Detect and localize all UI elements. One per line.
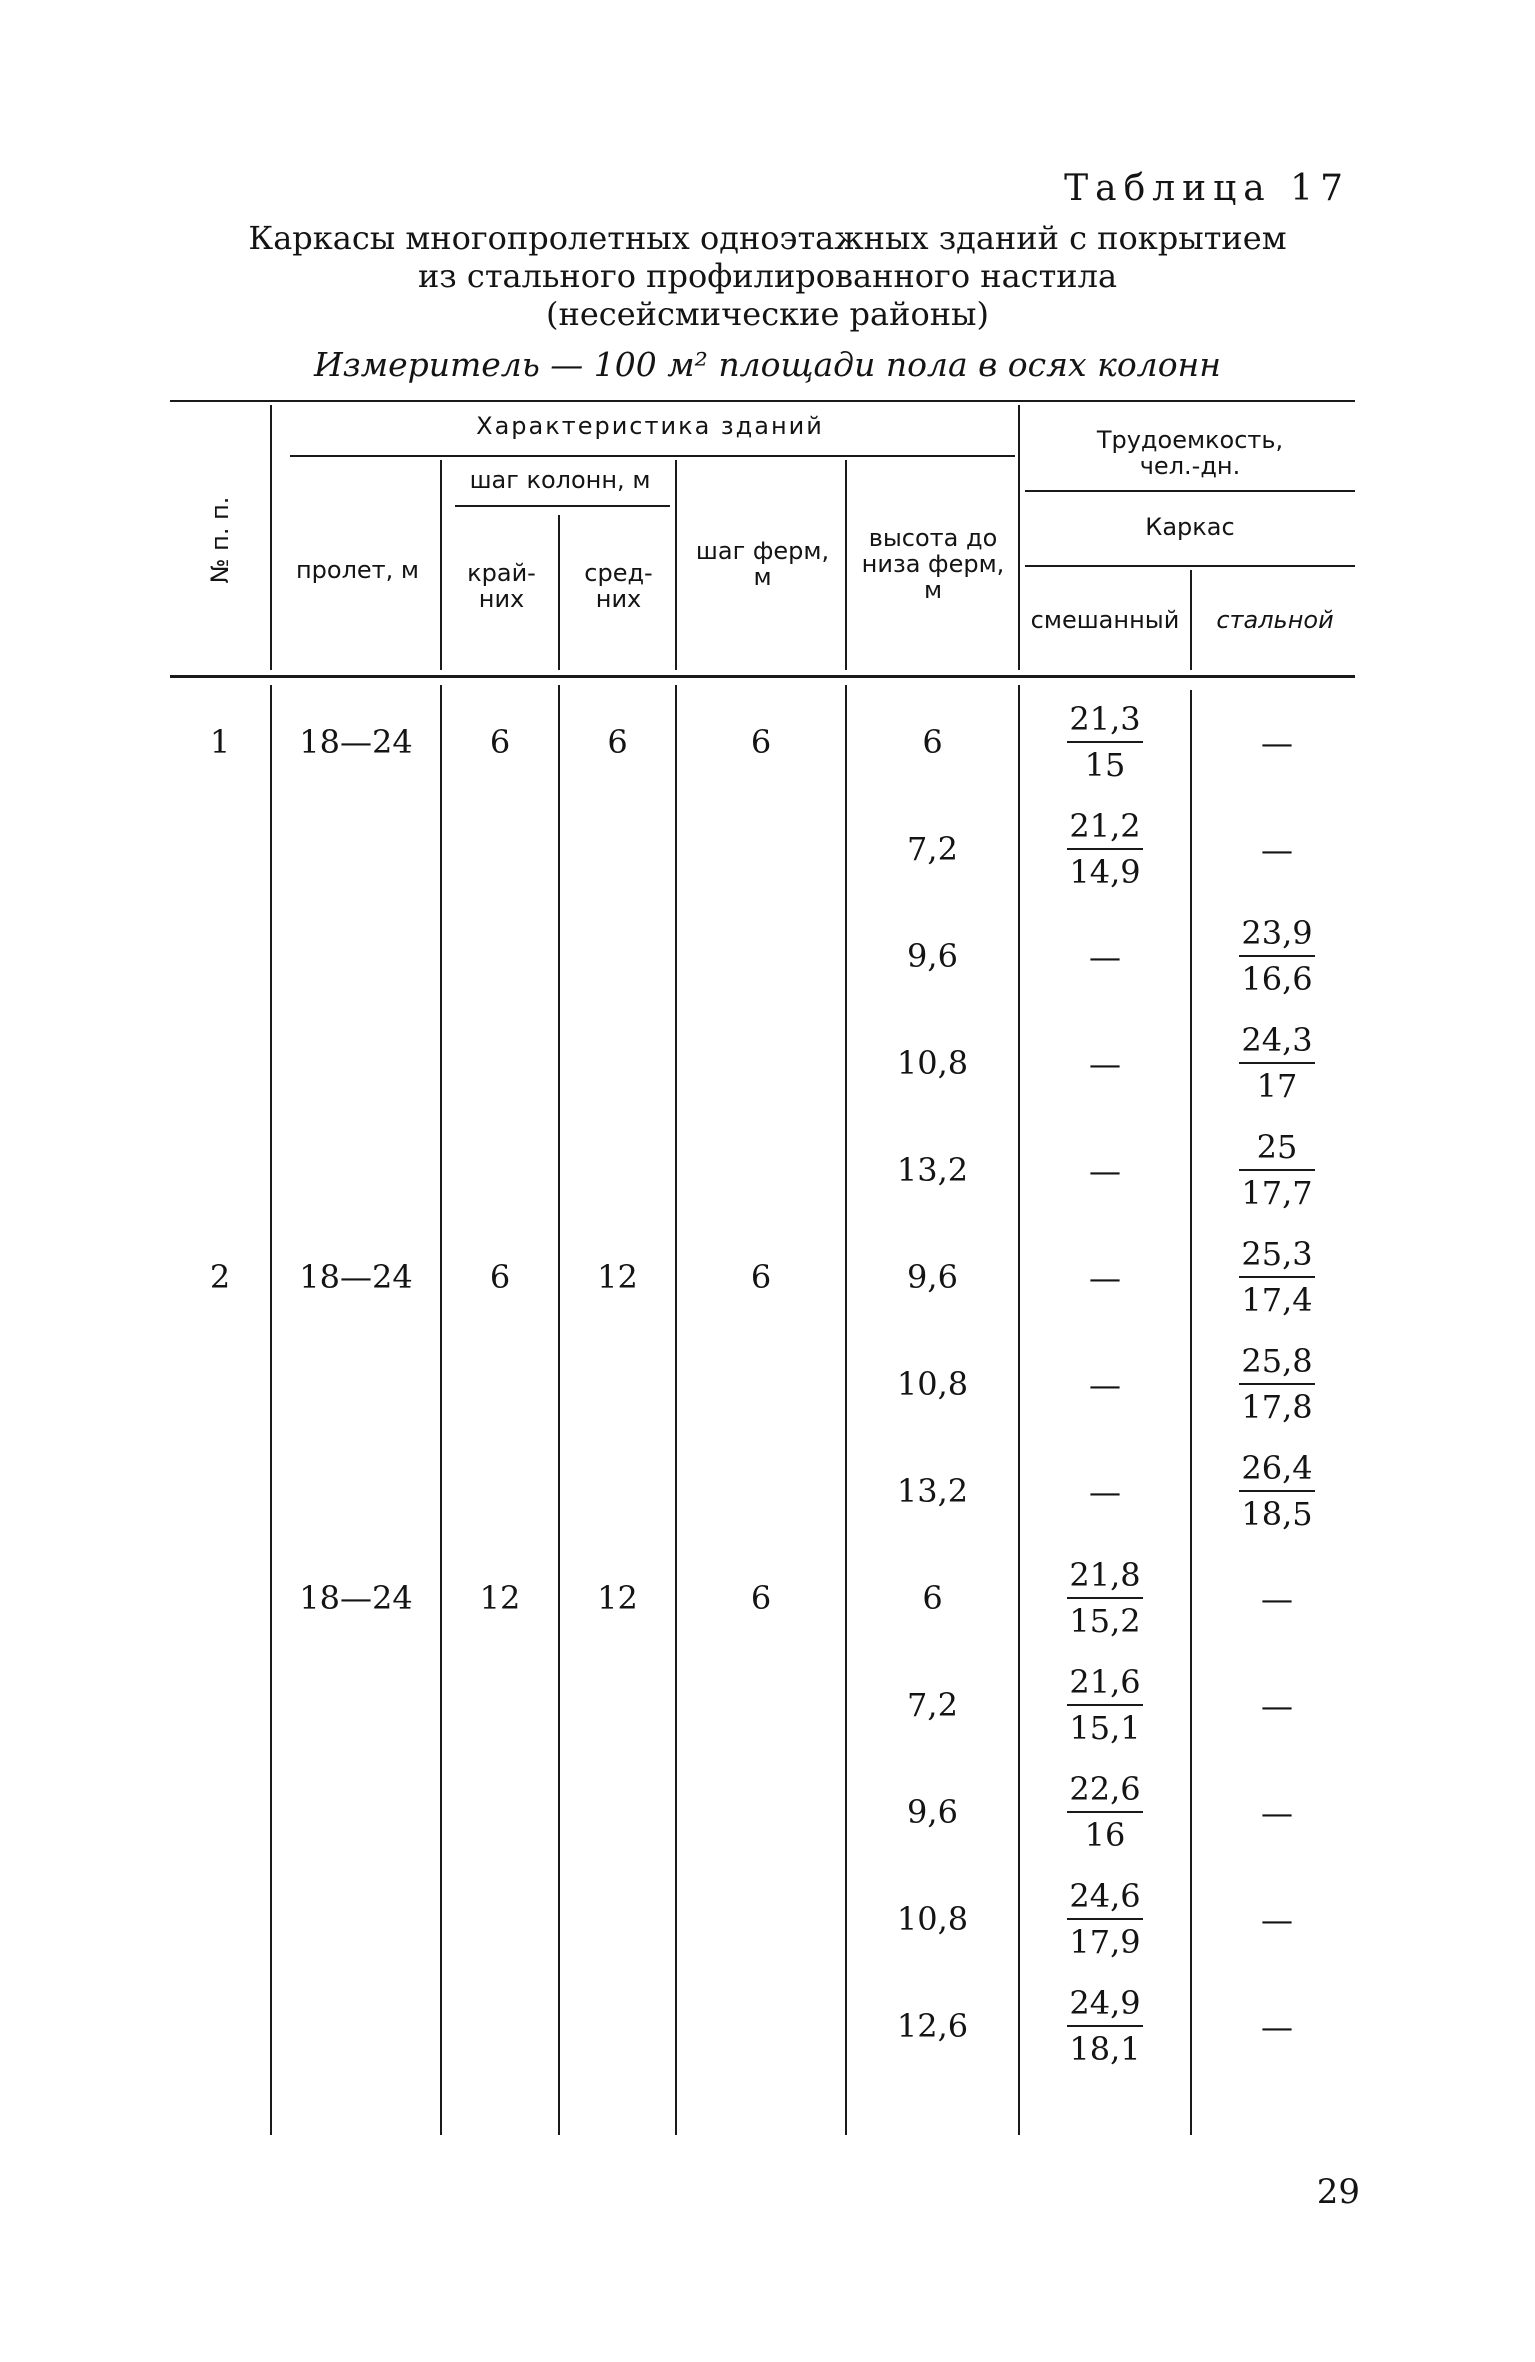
fraction-denominator: 17,8 [1241,1388,1313,1426]
fraction-denominator: 15,1 [1069,1709,1141,1747]
title-line-1: Каркасы многопролетных одноэтажных зданий с покрытием [248,219,1287,257]
fraction-bar [1067,1597,1143,1599]
dash-steel: — [1261,724,1293,762]
dash-mixed: — [1089,1473,1121,1511]
fraction-denominator: 16 [1084,1816,1126,1854]
unit-line: Измеритель — 100 м² площади пола в осях колонн [313,345,1222,384]
hdr-v-num [270,405,272,670]
cell-height: 7,2 [907,830,958,868]
table-top-rule [170,400,1355,402]
table-label: Таблица 17 [1064,168,1350,209]
header-steel: стальной [1216,606,1334,634]
fraction-denominator: 18,5 [1241,1495,1313,1533]
fraction-denominator: 14,9 [1069,853,1141,891]
hdr-v-outer [558,515,560,670]
dash-steel: — [1261,2008,1293,2046]
cell-middle: 12 [597,1258,638,1296]
fraction-bar [1239,955,1315,957]
fraction-bar [1067,848,1143,850]
dash-mixed: — [1089,938,1121,976]
dash-mixed: — [1089,1366,1121,1404]
fraction-steel [1212,1449,1342,1533]
header-truss-height: высота до низа ферм, м [861,524,1005,604]
header-labor: Трудоемкость, чел.-дн. [1096,426,1284,480]
cell-span: 18—24 [299,1579,413,1617]
fraction-bar [1067,2025,1143,2027]
fraction-numerator: 24,3 [1241,1021,1313,1059]
cell-num: 2 [209,1258,231,1296]
cell-height: 10,8 [896,1044,969,1082]
fraction-bar [1067,1918,1143,1920]
fraction-numerator: 21,8 [1069,1556,1141,1594]
fraction-bar [1067,1811,1143,1813]
characteristics-rule [290,455,1015,457]
cell-height: 13,2 [896,1151,969,1189]
hdr-v-truss [845,460,847,670]
fraction-denominator: 16,6 [1241,960,1313,998]
page-number: 29 [1316,2172,1360,2212]
fraction-bar [1239,1276,1315,1278]
cell-height: 7,2 [907,1686,958,1724]
cell-middle: 12 [597,1579,638,1617]
cell-height: 13,2 [896,1472,969,1510]
dash-steel: — [1261,1794,1293,1832]
fraction-mixed [1040,1984,1170,2068]
fraction-mixed [1040,700,1170,784]
cell-height: 10,8 [896,1365,969,1403]
cell-height: 9,6 [907,1258,958,1296]
cell-outer: 6 [489,723,511,761]
hdr-v-mixed [1190,570,1192,670]
header-span: пролет, м [295,556,420,584]
body-v-height [1018,685,1020,2135]
body-v-middle [675,685,677,2135]
fraction-bar [1067,741,1143,743]
cell-truss: 6 [750,723,772,761]
cell-outer: 12 [479,1579,521,1617]
dash-steel: — [1261,1580,1293,1618]
cell-height: 10,8 [896,1900,969,1938]
fraction-bar [1239,1169,1315,1171]
cell-height: 9,6 [907,1793,958,1831]
frame-rule [1025,565,1355,567]
fraction-steel [1212,1235,1342,1319]
fraction-denominator: 15 [1084,746,1126,784]
header-frame: Каркас [1145,513,1235,541]
fraction-numerator: 21,3 [1069,700,1141,738]
cell-span: 18—24 [299,723,413,761]
cell-height: 9,6 [907,937,958,975]
cell-span: 18—24 [299,1258,413,1296]
body-v-num [270,685,272,2135]
header-middle: сред- них [584,559,653,613]
fraction-numerator: 21,6 [1069,1663,1141,1701]
hdr-v-middle [675,460,677,670]
fraction-numerator: 26,4 [1241,1449,1313,1487]
cell-truss: 6 [750,1258,772,1296]
fraction-bar [1239,1490,1315,1492]
fraction-mixed [1040,807,1170,891]
fraction-numerator: 21,2 [1069,807,1141,845]
fraction-numerator: 24,6 [1069,1877,1141,1915]
dash-mixed: — [1089,1045,1121,1083]
fraction-denominator: 17,7 [1241,1174,1313,1212]
header-truss-step: шаг ферм, м [695,537,830,591]
dash-mixed: — [1089,1152,1121,1190]
header-column-step: шаг колонн, м [469,466,651,494]
header-num: № п. п. [206,496,234,584]
fraction-steel [1212,1021,1342,1105]
cell-height: 6 [922,1579,943,1617]
cell-height: 6 [922,723,943,761]
fraction-numerator: 25 [1256,1128,1298,1166]
fraction-bar [1239,1062,1315,1064]
dash-mixed: — [1089,1259,1121,1297]
fraction-bar [1239,1383,1315,1385]
fraction-numerator: 22,6 [1069,1770,1141,1808]
dash-steel: — [1261,831,1293,869]
fraction-steel [1212,1128,1342,1212]
fraction-numerator: 23,9 [1241,914,1313,952]
fraction-numerator: 25,3 [1241,1235,1313,1273]
fraction-mixed [1040,1663,1170,1747]
title-line-2: из стального профилированного настила [417,257,1118,295]
hdr-v-span [440,460,442,670]
header-characteristics: Характеристика зданий [476,412,824,440]
fraction-bar [1067,1704,1143,1706]
labor-rule [1025,490,1355,492]
fraction-numerator: 24,9 [1069,1984,1141,2022]
column-step-rule [455,505,670,507]
dash-steel: — [1261,1687,1293,1725]
cell-truss: 6 [750,1579,772,1617]
fraction-denominator: 18,1 [1069,2030,1141,2068]
fraction-denominator: 17,9 [1069,1923,1141,1961]
cell-height: 12,6 [896,2007,969,2045]
cell-outer: 6 [489,1258,511,1296]
fraction-numerator: 25,8 [1241,1342,1313,1380]
header-bottom-rule [170,675,1355,678]
body-v-mixed [1190,690,1192,2135]
fraction-denominator: 15,2 [1069,1602,1141,1640]
fraction-mixed [1040,1556,1170,1640]
fraction-mixed [1040,1770,1170,1854]
body-v-span [440,685,442,2135]
title-line-3: (несейсмические районы) [546,295,989,333]
fraction-mixed [1040,1877,1170,1961]
fraction-steel [1212,914,1342,998]
cell-num: 1 [209,723,231,761]
header-mixed: смешанный [1030,606,1180,634]
body-v-outer [558,685,560,2135]
fraction-steel [1212,1342,1342,1426]
fraction-denominator: 17,4 [1241,1281,1313,1319]
header-outer: край- них [467,559,536,613]
cell-middle: 6 [607,723,628,761]
fraction-denominator: 17 [1256,1067,1298,1105]
dash-steel: — [1261,1901,1293,1939]
